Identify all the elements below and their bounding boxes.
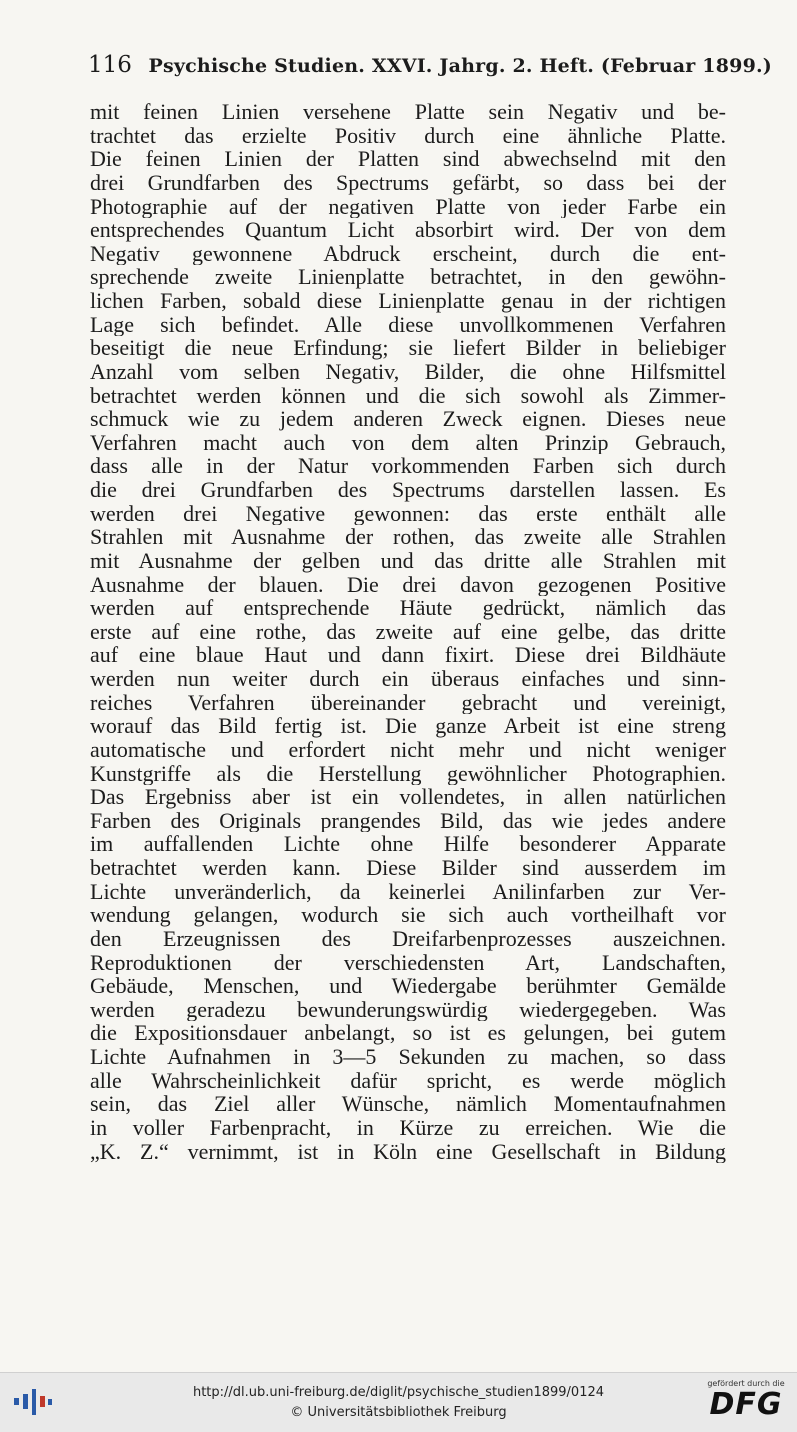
text-line: Anzahl vom selben Negativ, Bilder, die ohne Hilfsmittel [90,359,726,384]
text-line: die Expositionsdauer anbelangt, so ist es gelungen, bei gutem [90,1021,726,1045]
text-line: werden drei Negative gewonnen: das erste enthält alle [90,501,726,526]
text-line: dass alle in der Natur vorkommenden Farben sich durch [90,454,726,478]
text-line: Strahlen mit Ausnahme der rothen, das zweite alle Strahlen [90,525,726,549]
text-line: Reproduktionen der verschiedensten Art, Landschaften, [90,950,726,975]
running-title: Psychische Studien. XXVI. Jahrg. 2. Heft. (Februar 1899.) [148,55,772,77]
text-line: trachtet das erzielte Positiv durch eine ähnliche Platte. [90,123,726,148]
viewer-footer [0,1372,797,1432]
copyright-notice: © Universitätsbibliothek Freiburg [290,1405,507,1420]
text-line: Die feinen Linien der Platten sind abwechselnd mit den [90,147,726,171]
text-line: werden nun weiter durch ein überaus einfaches und sinn- [90,667,726,691]
text-line: entsprechendes Quantum Licht absorbirt wird. Der von dem [90,218,726,242]
funding-note: gefördert durch die [707,1379,785,1388]
text-line: mit feinen Linien versehene Platte sein Negativ und be- [90,100,726,124]
text-line: Photographie auf der negativen Platte von jeder Farbe ein [90,194,726,219]
text-line: Ausnahme der blauen. Die drei davon gezogenen Positive [90,572,726,597]
dfg-logo-text: DFG [709,1387,783,1422]
text-line: betrachtet werden können und die sich sowohl als Zimmer- [90,383,726,408]
text-line: schmuck wie zu jedem anderen Zweck eignen. Dieses neue [90,407,726,431]
text-line: werden auf entsprechende Häute gedrückt, nämlich das [90,596,726,620]
text-line: auf eine blaue Haut und dann fixirt. Diese drei Bildhäute [90,643,726,667]
text-line: Lichte unveränderlich, da keinerlei Anilinfarben zur Ver- [90,879,726,904]
text-line: „K. Z.“ vernimmt, ist in Köln eine Gesellschaft in Bildung [90,1139,726,1164]
dfg-logo [703,1379,789,1427]
text-line: mit Ausnahme der gelben und das dritte alle Strahlen mit [90,548,726,573]
text-line: Lage sich befindet. Alle diese unvollkommenen Verfahren [90,312,726,337]
text-line: beseitigt die neue Erfindung; sie liefert Bilder in beliebiger [90,336,726,360]
text-line: reiches Verfahren übereinander gebracht und vereinigt, [90,690,726,715]
text-line: alle Wahrscheinlichkeit dafür spricht, es werde möglich [90,1068,726,1093]
text-line: wendung gelangen, wodurch sie sich auch vortheilhaft vor [90,903,726,927]
text-line: Kunstgriffe als die Herstellung gewöhnlicher Photographien. [90,761,726,786]
text-line: Das Ergebniss aber ist ein vollendetes, in allen natürlichen [90,785,726,809]
text-line: lichen Farben, sobald diese Linienplatte genau in der richtigen [90,289,726,313]
text-line: drei Grundfarben des Spectrums gefärbt, so dass bei der [90,170,726,195]
text-line: betrachtet werden kann. Diese Bilder sind ausserdem im [90,856,726,880]
text-line: automatische und erfordert nicht mehr und nicht weniger [90,737,726,762]
text-line: Lichte Aufnahmen in 3—5 Sekunden zu machen, so dass [90,1045,726,1069]
source-url-link[interactable]: http://dl.ub.uni-freiburg.de/diglit/psychische_studien1899/0124 [192,1385,605,1400]
text-line: den Erzeugnissen des Dreifarbenprozesses auszeichnen. [90,926,726,951]
text-line: Gebäude, Menschen, und Wiedergabe berühmter Gemälde [90,974,726,998]
text-line: sein, das Ziel aller Wünsche, nämlich Momentaufnahmen [90,1092,726,1116]
page-number: 116 [88,52,132,78]
text-line: Farben des Originals prangendes Bild, das wie jedes andere [90,808,726,833]
text-line: worauf das Bild fertig ist. Die ganze Arbeit ist eine streng [90,714,726,738]
text-line: die drei Grundfarben des Spectrums darstellen lassen. Es [90,478,726,502]
text-line: sprechende zweite Linienplatte betrachtet, in den gewöhn- [90,265,726,289]
text-line: in voller Farbenpracht, in Kürze zu erreichen. Wie die [90,1115,726,1140]
text-line: Negativ gewonnene Abdruck erscheint, durch die ent- [90,241,726,266]
text-line: Verfahren macht auch von dem alten Prinzip Gebrauch, [90,430,726,455]
body-text [90,100,726,1163]
text-line: im auffallenden Lichte ohne Hilfe besonderer Apparate [90,832,726,856]
page-header [88,52,772,78]
text-line: erste auf eine rothe, das zweite auf eine gelbe, das dritte [90,619,726,644]
text-line: werden geradezu bewunderungswürdig wiedergegeben. Was [90,997,726,1022]
